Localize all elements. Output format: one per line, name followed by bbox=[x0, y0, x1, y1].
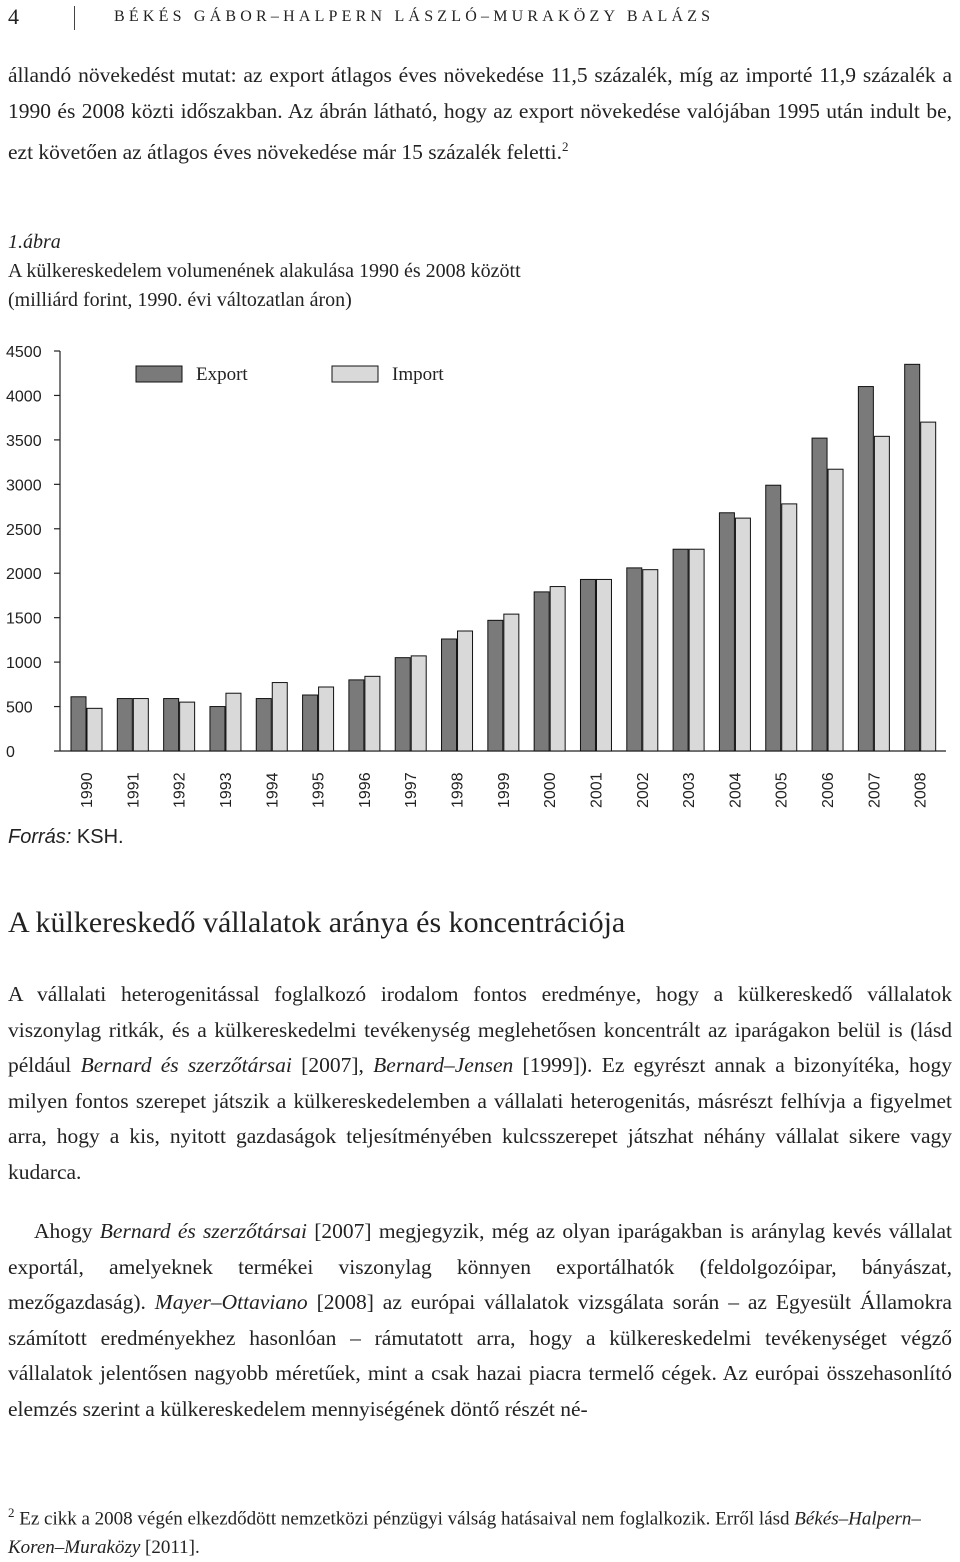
bar-export-1990 bbox=[71, 697, 86, 751]
x-tick-label: 1992 bbox=[171, 772, 189, 808]
paragraph-3-text: Ahogy bbox=[34, 1219, 100, 1243]
bar-export-1992 bbox=[164, 699, 179, 751]
header-divider bbox=[74, 6, 75, 30]
legend-label-export: Export bbox=[196, 364, 248, 385]
bar-export-2005 bbox=[766, 485, 781, 751]
bar-chart bbox=[0, 330, 960, 830]
citation: Bernard és szerzőtársai bbox=[99, 1219, 307, 1243]
bar-import-1996 bbox=[365, 676, 380, 751]
x-tick-label: 2008 bbox=[912, 772, 930, 808]
x-tick-label: 1995 bbox=[310, 772, 328, 808]
paragraph-1 bbox=[8, 58, 952, 171]
paragraph-2-text: A vállalati heterogenitással foglalkozó irodalom fontos eredménye, hogy a külkereskedő vállalatok viszonylag ritkák, és a külkereskedelmi tevékenység meglehetősen koncentrált az iparágakon belül is (lásd például bbox=[8, 982, 952, 1077]
citation: Békés–Halpern–Koren–Muraközy bbox=[8, 1508, 921, 1559]
bar-export-1993 bbox=[210, 707, 225, 751]
bar-import-1997 bbox=[411, 656, 426, 751]
citation: Bernard és szerzőtársai bbox=[80, 1053, 292, 1077]
bar-import-2002 bbox=[643, 570, 658, 751]
bar-export-1997 bbox=[395, 658, 410, 751]
citation: Mayer–Ottaviano bbox=[154, 1290, 308, 1314]
source-value: KSH. bbox=[76, 826, 124, 848]
bar-import-2007 bbox=[874, 436, 889, 751]
x-tick-label: 2001 bbox=[588, 772, 606, 808]
x-tick-label: 1996 bbox=[356, 772, 374, 808]
figure-caption-line1: A külkereskedelem volumenének alakulása 1990 és 2008 között bbox=[8, 260, 521, 282]
bar-export-2004 bbox=[719, 513, 734, 751]
x-tick-label: 2000 bbox=[542, 772, 560, 808]
bar-import-2008 bbox=[921, 422, 936, 751]
bar-import-1992 bbox=[180, 702, 195, 751]
bar-export-2008 bbox=[905, 364, 920, 751]
citation: Bernard–Jensen bbox=[373, 1053, 514, 1077]
bar-import-1990 bbox=[87, 708, 102, 751]
bar-export-1998 bbox=[442, 639, 457, 751]
bar-export-1991 bbox=[117, 699, 132, 751]
x-tick-label: 2007 bbox=[866, 772, 884, 808]
paragraph-2 bbox=[8, 977, 952, 1190]
figure-source bbox=[8, 826, 124, 849]
bar-export-2000 bbox=[534, 592, 549, 751]
y-tick-label: 3000 bbox=[6, 477, 42, 495]
x-tick-label: 1993 bbox=[217, 772, 235, 808]
x-tick-label: 2002 bbox=[634, 772, 652, 808]
paragraph-3-text: [2008] az európai vállalatok vizsgálata során – az Egyesült Államokra számított eredményekhez hasonlóan – rámutatott arra, hogy a külkereskedelmi tevékenységet végző vállalatok jelentősen nagyobb méretűek, mint a csak hazai piacra termelő cégek. Az európai összehasonlító elemzés szerint a külkereskedelem mennyiségének döntő részét né- bbox=[8, 1290, 952, 1421]
y-tick-label: 0 bbox=[6, 744, 15, 761]
bar-import-1994 bbox=[272, 683, 287, 751]
y-tick-label: 1500 bbox=[6, 610, 42, 628]
bar-import-1998 bbox=[458, 631, 473, 751]
legend-swatch-export bbox=[136, 366, 182, 382]
bar-import-2005 bbox=[782, 504, 797, 751]
footnote bbox=[8, 1498, 952, 1562]
y-tick-label: 4000 bbox=[6, 388, 42, 406]
bar-export-1995 bbox=[303, 695, 318, 751]
bar-import-1993 bbox=[226, 693, 241, 751]
y-tick-label: 2500 bbox=[6, 521, 42, 539]
paragraph-3-text: [2007] megjegyzik, még az olyan iparágakban is aránylag kevés vállalat exportál, amelyeknek termékei viszonylag könnyen exportálhatók (feldolgozóipar, bányászat, mezőgazdaság). bbox=[8, 1219, 952, 1314]
paragraph-3 bbox=[8, 1214, 952, 1427]
figure-caption-line2: (milliárd forint, 1990. évi változatlan áron) bbox=[8, 289, 352, 311]
y-tick-label: 4500 bbox=[6, 344, 42, 361]
footnote-number: 2 bbox=[8, 1505, 15, 1520]
bar-export-1999 bbox=[488, 620, 503, 751]
x-tick-label: 1997 bbox=[403, 772, 421, 808]
bar-export-2007 bbox=[858, 387, 873, 751]
bar-export-2003 bbox=[673, 549, 688, 751]
x-tick-label: 1994 bbox=[264, 772, 282, 808]
paragraph-2-text: [2007], bbox=[291, 1053, 374, 1077]
page-number: 4 bbox=[8, 4, 19, 29]
bar-import-1995 bbox=[319, 687, 334, 751]
bar-export-2002 bbox=[627, 568, 642, 751]
footnote-text: [2011]. bbox=[140, 1537, 200, 1559]
footnote-text: Ez cikk a 2008 végén elkezdődött nemzetközi pénzügyi válság hatásaival nem foglalkozik. Erről lásd bbox=[19, 1508, 795, 1530]
figure-caption bbox=[8, 228, 521, 315]
figure-label: 1.ábra bbox=[8, 231, 61, 253]
x-tick-label: 1991 bbox=[125, 772, 143, 808]
x-tick-label: 1998 bbox=[449, 772, 467, 808]
x-tick-label: 1990 bbox=[79, 772, 96, 808]
y-tick-label: 2000 bbox=[6, 566, 42, 584]
bar-export-1994 bbox=[256, 699, 271, 751]
bar-export-1996 bbox=[349, 680, 364, 751]
bar-import-2006 bbox=[828, 469, 843, 751]
page-header bbox=[8, 4, 952, 34]
bar-export-2006 bbox=[812, 438, 827, 751]
y-tick-label: 500 bbox=[6, 699, 33, 717]
paragraph-1-text: állandó növekedést mutat: az export átlagos éves növekedése 11,5 százalék, míg az importé 11,9 százalék a 1990 és 2008 közti időszakban. Az ábrán látható, hogy az export növekedése valójában 1995 után indult be, ezt követően az átlagos éves növekedése már 15 százalék feletti. bbox=[8, 63, 952, 165]
y-tick-label: 1000 bbox=[6, 655, 42, 673]
source-label: Forrás: bbox=[8, 826, 72, 848]
bar-import-2001 bbox=[596, 579, 611, 751]
y-tick-label: 3500 bbox=[6, 432, 42, 450]
bar-import-1991 bbox=[133, 699, 148, 751]
running-head: BÉKÉS GÁBOR–HALPERN LÁSZLÓ–MURAKÖZY BALÁZS bbox=[114, 8, 715, 25]
bar-import-2003 bbox=[689, 549, 704, 751]
legend-swatch-import bbox=[332, 366, 378, 382]
bar-import-2004 bbox=[735, 518, 750, 751]
x-tick-label: 2004 bbox=[727, 772, 745, 808]
x-tick-label: 2005 bbox=[773, 772, 791, 808]
x-tick-label: 2006 bbox=[820, 772, 838, 808]
bar-import-1999 bbox=[504, 614, 519, 751]
section-title: A külkereskedő vállalatok aránya és koncentrációja bbox=[8, 906, 626, 939]
x-tick-label: 2003 bbox=[681, 772, 699, 808]
bar-export-2001 bbox=[580, 579, 595, 751]
legend-label-import: Import bbox=[392, 364, 444, 385]
paragraph-2-text: [1999]). Ez egyrészt annak a bizonyítéka, hogy milyen fontos szerepet játszik a külkereskedelemben a vállalati heterogenitás, másrészt felhívja a figyelmet arra, hogy a kis, nyitott gazdaságok teljesítményében kulcsszerepet játszhat néhány vállalat sikere vagy kudarca. bbox=[8, 1053, 952, 1184]
bar-import-2000 bbox=[550, 587, 565, 751]
x-tick-label: 1999 bbox=[495, 772, 513, 808]
footnote-ref[interactable]: 2 bbox=[561, 139, 569, 154]
